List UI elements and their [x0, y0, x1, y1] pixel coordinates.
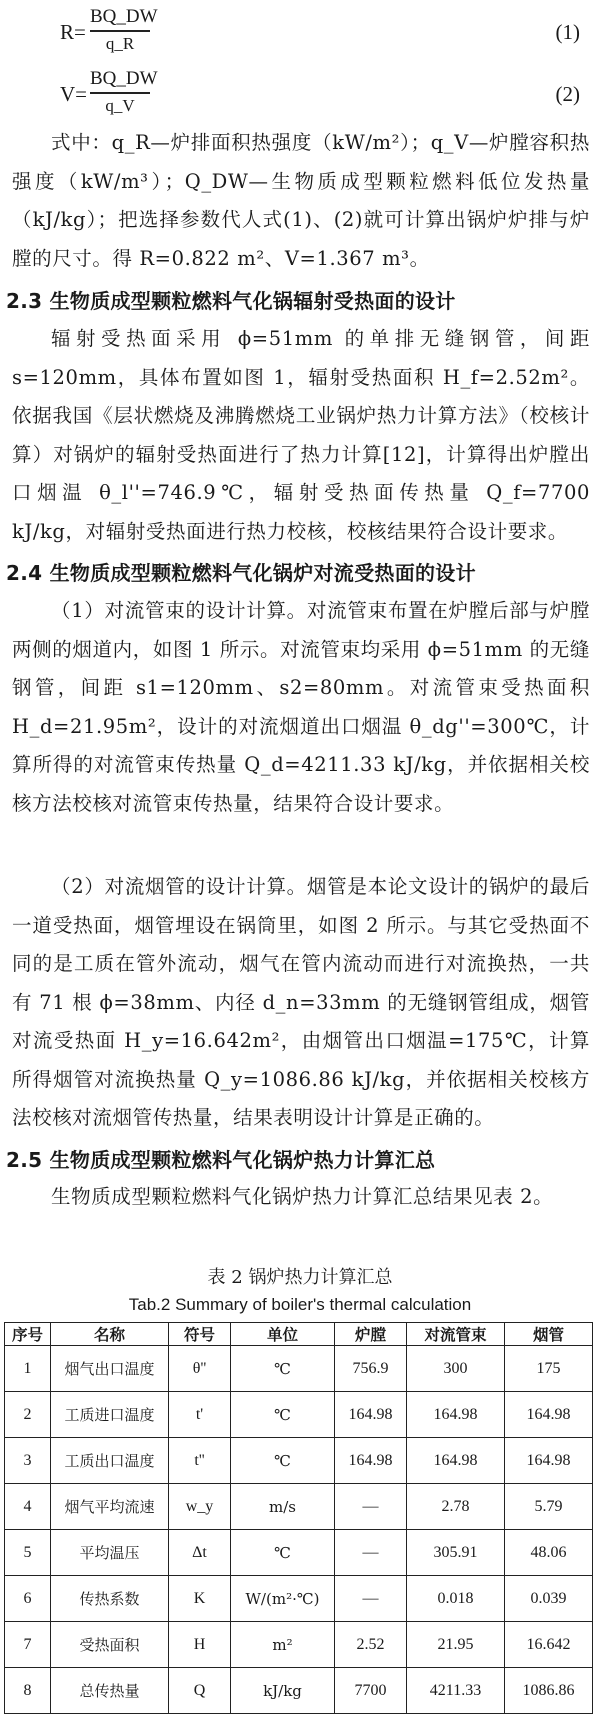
- table-cell: 7: [5, 1622, 51, 1668]
- table-cell: 164.98: [505, 1438, 593, 1484]
- column-header: 烟管: [505, 1323, 593, 1346]
- symbols-note-paragraph: 式中：q_R—炉排面积热强度（kW/m²）；q_V—炉膛容积热强度（kW/m³）；Q_DW—生物质成型颗粒燃料低位发热量（kJ/kg）；把选择参数代人式(1)、(2)就可计算出锅炉炉排与炉膛的尺寸。得 R=0.822 m²、V=1.367 m³。: [12, 131, 590, 270]
- fraction: [90, 68, 158, 116]
- section-heading-2-5: 2.5 生物质成型颗粒燃料气化锅炉热力计算汇总: [6, 1148, 436, 1172]
- formula-2: [60, 68, 580, 126]
- table-cell: 164.98: [335, 1392, 407, 1438]
- table-header-row: [5, 1323, 593, 1346]
- table-row: [5, 1576, 593, 1622]
- table-cell: 305.91: [407, 1530, 505, 1576]
- table-cell: 164.98: [335, 1438, 407, 1484]
- table-cell: t'': [169, 1438, 231, 1484]
- table-cell: —: [335, 1576, 407, 1622]
- table-cell: ℃: [231, 1530, 335, 1576]
- table-cell: 烟气平均流速: [51, 1484, 169, 1530]
- table-cell: W/(m²·℃): [231, 1576, 335, 1622]
- table-cell: 5: [5, 1530, 51, 1576]
- table-cell: H: [169, 1622, 231, 1668]
- column-header: 单位: [231, 1323, 335, 1346]
- summary-paragraph: 生物质成型颗粒燃料气化锅炉热力计算汇总结果见表 2。: [51, 1185, 554, 1208]
- table-cell: 总传热量: [51, 1668, 169, 1714]
- table-caption-chinese: 表 2 锅炉热力计算汇总: [207, 1267, 393, 1288]
- column-header: 对流管束: [407, 1323, 505, 1346]
- fraction-numerator: BQ_DW: [90, 68, 158, 89]
- formula-lhs: V=: [60, 82, 88, 106]
- thermal-summary-table: [4, 1322, 593, 1714]
- table-cell: Δt: [169, 1530, 231, 1576]
- fraction-bar: [90, 92, 150, 94]
- table-cell: kJ/kg: [231, 1668, 335, 1714]
- table-cell: 16.642: [505, 1622, 593, 1668]
- table-row: [5, 1530, 593, 1576]
- table-cell: 0.018: [407, 1576, 505, 1622]
- table-cell: 4211.33: [407, 1668, 505, 1714]
- table-cell: ℃: [231, 1346, 335, 1392]
- table-cell: 2.52: [335, 1622, 407, 1668]
- column-header: 炉膛: [335, 1323, 407, 1346]
- table-cell: 48.06: [505, 1530, 593, 1576]
- table-row: [5, 1438, 593, 1484]
- table-caption-english: Tab.2 Summary of boiler's thermal calculation: [128, 1295, 472, 1314]
- formula-lhs: R=: [60, 20, 86, 44]
- smoke-tube-paragraph: （2）对流烟管的设计计算。烟管是本论文设计的锅炉的最后一道受热面，烟管埋设在锅筒里，如图 2 所示。与其它受热面不同的是工质在管外流动，烟气在管内流动而进行对流换热，一共有 71 根 ϕ=38mm、内径 d_n=33mm 的无缝钢管组成，烟管对流受热面 H_y=16.642m²，由烟管出口烟温=175℃，计算所得烟管对流换热量 Q_y=1086.86 kJ/kg，并依据相关校核方法校核对流烟管传热量，结果表明设计计算是正确的。: [12, 875, 590, 1129]
- table-cell: 4: [5, 1484, 51, 1530]
- table-cell: 1086.86: [505, 1668, 593, 1714]
- table-cell: 3: [5, 1438, 51, 1484]
- radiation-surface-paragraph: 辐射受热面采用 ϕ=51mm 的单排无缝钢管，间距 s=120mm，具体布置如图 1，辐射受热面积 H_f=2.52m²。依据我国《层状燃烧及沸腾燃烧工业锅炉热力计算方法》（校核计算）对锅炉的辐射受热面进行了热力计算[12]，计算得出炉膛出口烟温 θ_l''=746.9℃，辐射受热面传热量 Q_f=7700 kJ/kg，对辐射受热面进行热力校核，校核结果符合设计要求。: [12, 327, 590, 543]
- fraction-denominator: q_V: [105, 95, 135, 115]
- table-cell: 传热系数: [51, 1576, 169, 1622]
- table-row: [5, 1622, 593, 1668]
- table-cell: 2.78: [407, 1484, 505, 1530]
- column-header: 序号: [5, 1323, 51, 1346]
- table-cell: 工质进口温度: [51, 1392, 169, 1438]
- equation-number: (1): [555, 20, 580, 44]
- table-cell: —: [335, 1484, 407, 1530]
- table-cell: ℃: [231, 1438, 335, 1484]
- table-cell: 300: [407, 1346, 505, 1392]
- table-cell: 工质出口温度: [51, 1438, 169, 1484]
- column-header: 符号: [169, 1323, 231, 1346]
- table-cell: 756.9: [335, 1346, 407, 1392]
- formula-1: [60, 6, 580, 64]
- table-cell: 1: [5, 1346, 51, 1392]
- table-cell: 6: [5, 1576, 51, 1622]
- table-cell: 平均温压: [51, 1530, 169, 1576]
- fraction: [90, 6, 158, 54]
- table-cell: K: [169, 1576, 231, 1622]
- table-cell: t': [169, 1392, 231, 1438]
- table-cell: w_y: [169, 1484, 231, 1530]
- table-cell: 7700: [335, 1668, 407, 1714]
- fraction-numerator: BQ_DW: [90, 6, 158, 27]
- table-row: [5, 1346, 593, 1392]
- convection-bundle-paragraph: （1）对流管束的设计计算。对流管束布置在炉膛后部与炉膛两侧的烟道内，如图 1 所示。对流管束均采用 ϕ=51mm 的无缝钢管，间距 s1=120mm、s2=80mm。对流管束受热面积 H_d=21.95m²，设计的对流烟道出口烟温 θ_dg''=300℃，计算所得的对流管束传热量 Q_d=4211.33 kJ/kg，并依据相关校核方法校核对流管束传热量，结果符合设计要求。: [12, 599, 590, 815]
- table-cell: 21.95: [407, 1622, 505, 1668]
- table-row: [5, 1484, 593, 1530]
- table-cell: 烟气出口温度: [51, 1346, 169, 1392]
- table-cell: 175: [505, 1346, 593, 1392]
- table-cell: m²: [231, 1622, 335, 1668]
- table-cell: 5.79: [505, 1484, 593, 1530]
- table-cell: —: [335, 1530, 407, 1576]
- table-cell: 164.98: [505, 1392, 593, 1438]
- table-cell: 164.98: [407, 1392, 505, 1438]
- fraction-denominator: q_R: [105, 33, 135, 53]
- table-cell: ℃: [231, 1392, 335, 1438]
- equation-number: (2): [555, 82, 580, 106]
- table-cell: 0.039: [505, 1576, 593, 1622]
- table-row: [5, 1392, 593, 1438]
- table-cell: θ'': [169, 1346, 231, 1392]
- table-cell: 164.98: [407, 1438, 505, 1484]
- table-row: [5, 1668, 593, 1714]
- table-cell: 受热面积: [51, 1622, 169, 1668]
- table-cell: 8: [5, 1668, 51, 1714]
- table-cell: m/s: [231, 1484, 335, 1530]
- table-cell: Q: [169, 1668, 231, 1714]
- table-cell: 2: [5, 1392, 51, 1438]
- column-header: 名称: [51, 1323, 169, 1346]
- section-heading-2-3: 2.3 生物质成型颗粒燃料气化锅辐射受热面的设计: [6, 289, 456, 313]
- section-heading-2-4: 2.4 生物质成型颗粒燃料气化锅炉对流受热面的设计: [6, 561, 476, 585]
- fraction-bar: [90, 30, 150, 32]
